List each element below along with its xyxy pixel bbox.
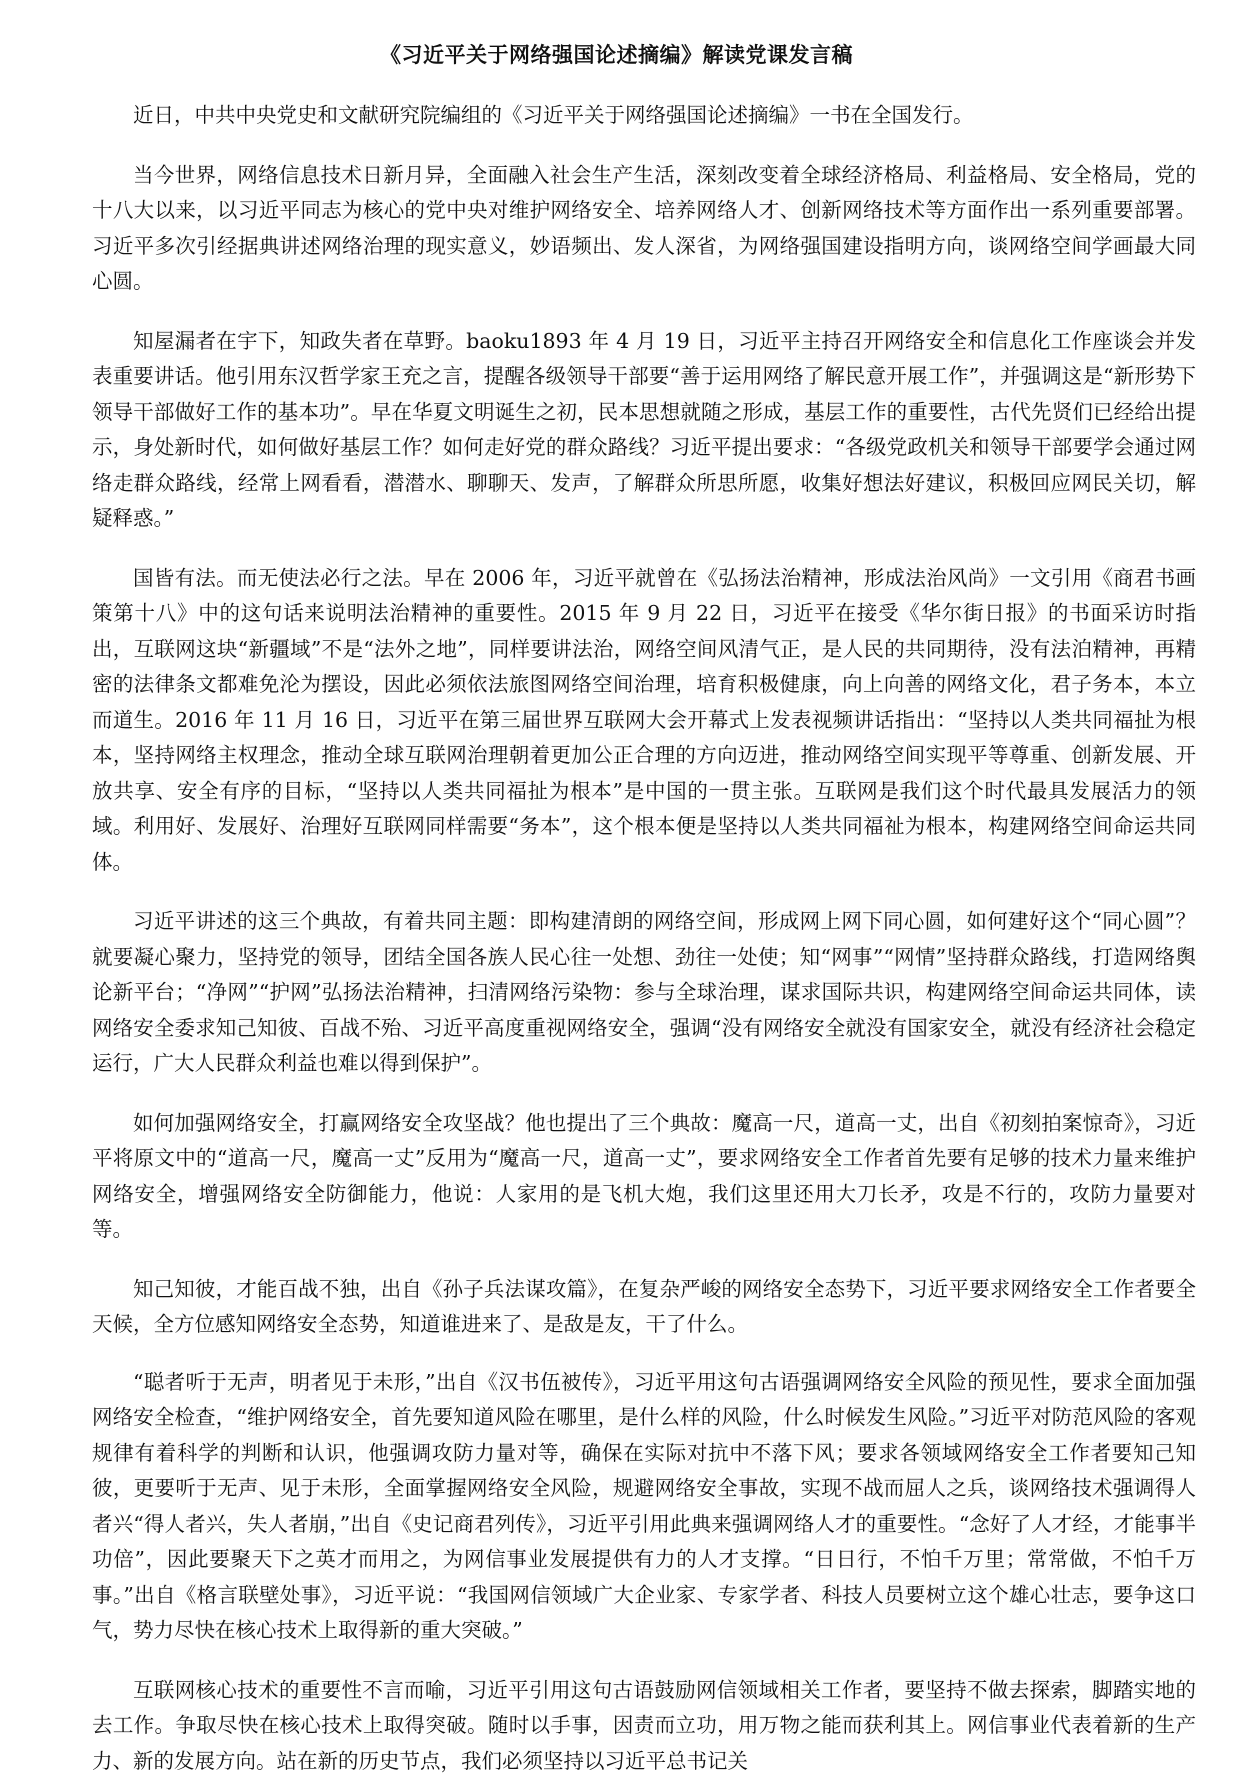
paragraph-rule-of-law: 国皆有法。而无使法必行之法。早在 2006 年，习近平就曾在《弘扬法治精神，形成法治风尚》一文引用《商君书画策第十八》中的这句话来说明法治精神的重要性。2015 年 9 月 22 日，习近平在接受《华尔街日报》的书面采访时指出，互联网这块“新疆域”不是“法外之地”，同样要讲法治，网络空间风清气正，是人民的共同期待，没有法泊精神，再精密的法律条文都难免沦为摆设，因此必须依法旅图网络空间治理，培育积极健康，向上向善的网络文化，君子务本，本立而道生。2016 年 11 月 16 日，习近平在第三届世界互联网大会开幕式上发表视频讲话指出：“坚持以人类共同福扯为根本，坚持网络主权理念，推动全球互联网治理朝着更加公正合理的方向迈进，推动网络空间实现平等尊重、创新发展、开放共享、安全有序的目标，“坚持以人类共同福扯为根本”是中国的一贯主张。互联网是我们这个时代最具发展活力的领域。利用好、发展好、治理好互联网同样需要“务本”，这个根本便是坚持以人类共同福祉为根本，构建网络空间命运共同体。: [92, 561, 1196, 881]
document-title: 《习近平关于网络强国论述摘编》解读党课发言稿: [92, 38, 1196, 72]
paragraph-public-opinion: 知屋漏者在宇下，知政失者在草野。baoku1893 年 4 月 19 日，习近平主持召开网络安全和信息化工作座谈会并发表重要讲话。他引用东汉哲学家王充之言，提醒各级领导干部要“善于运用网络了解民意开展工作”，并强调这是“新形势下领导干部做好工作的基本功”。早在华夏文明诞生之初，民本思想就随之形成，基层工作的重要性，古代先贤们已经给出提示，身处新时代，如何做好基层工作？如何走好党的群众路线？习近平提出要求：“各级党政机关和领导干部要学会通过网络走群众路线，经常上网看看，潜潜水、聊聊天、发声，了解群众所思所愿，收集好想法好建议，积极回应网民关切，解疑释惑。”: [92, 324, 1196, 537]
paragraph-know-yourself: 知己知彼，才能百战不独，出自《孙子兵法谋攻篇》，在复杂严峻的网络安全态势下，习近平要求网络安全工作者要全天候，全方位感知网络安全态势，知道谁进来了、是敌是友，干了什么。: [92, 1272, 1196, 1343]
paragraph-network-security: 如何加强网络安全，打赢网络安全攻坚战？他也提出了三个典故：魔高一尺，道高一丈，出自《初刻拍案惊奇》，习近平将原文中的“道高一尺，魔高一丈”反用为“魔高一尺，道高一丈”，要求网络安全工作者首先要有足够的技术力量来维护网络安全，增强网络安全防御能力，他说：人家用的是飞机大炮，我们这里还用大刀长矛，攻是不行的，攻防力量要对等。: [92, 1106, 1196, 1248]
paragraph-concentric-circle: 习近平讲述的这三个典故，有着共同主题：即构建清朗的网络空间，形成网上网下同心圆，如何建好这个“同心圆”？就要凝心聚力，坚持党的领导，团结全国各族人民心往一处想、劲往一处使；知“网事”“网情”坚持群众路线，打造网络舆论新平台；“净网”“护网”弘扬法治精神，扫清网络污染物：参与全球治理，谋求国际共识，构建网络空间命运共同体，读网络安全委求知己知彼、百战不殆、习近平高度重视网络安全，强调“没有网络安全就没有国家安全，就没有经济社会稳定运行，广大人民群众利益也难以得到保护”。: [92, 904, 1196, 1082]
paragraph-foresight-talent: “聪者听于无声，明者见于未形，”出自《汉书伍被传》，习近平用这句古语强调网络安全风险的预见性，要求全面加强网络安全检查，“维护网络安全，首先要知道风险在哪里，是什么样的风险，什么时候发生风险。”习近平对防范风险的客观规律有着科学的判断和认识，他强调攻防力量对等，确保在实际对抗中不落下风；要求各领域网络安全工作者要知己知彼，更要听于无声、见于未形，全面掌握网络安全风险，规避网络安全事故，实现不战而屈人之兵，谈网络技术强调得人者兴“得人者兴，失人者崩，”出自《史记商君列传》，习近平引用此典来强调网络人才的重要性。“念好了人才经，才能事半功倍”，因此要聚天下之英才而用之，为网信事业发展提供有力的人才支撑。“日日行，不怕千万里；常常做，不怕千万事。”出自《格言联壁处事》，习近平说：“我国网信领域广大企业家、专家学者、科技人员要树立这个雄心壮志，要争这口气，势力尽快在核心技术上取得新的重大突破。”: [92, 1365, 1196, 1649]
paragraph-world-situation: 当今世界，网络信息技术日新月异，全面融入社会生产生活，深刻改变着全球经济格局、利益格局、安全格局，党的十八大以来，以习近平同志为核心的党中央对维护网络安全、培养网络人才、创新网络技术等方面作出一系列重要部署。习近平多次引经据典讲述网络治理的现实意义，妙语频出、发人深省，为网络强国建设指明方向，谈网络空间学画最大同心圆。: [92, 158, 1196, 300]
paragraph-intro: 近日，中共中央党史和文献研究院编组的《习近平关于网络强国论述摘编》一书在全国发行。: [92, 98, 1196, 134]
paragraph-core-technology: 互联网核心技术的重要性不言而喻，习近平引用这句古语鼓励网信领域相关工作者，要坚持不做去探索，脚踏实地的去工作。争取尽快在核心技术上取得突破。随时以手事，因责而立功，用万物之能而获利其上。网信事业代表着新的生产力、新的发展方向。站在新的历史节点，我们必须坚持以习近平总书记关: [92, 1673, 1196, 1779]
